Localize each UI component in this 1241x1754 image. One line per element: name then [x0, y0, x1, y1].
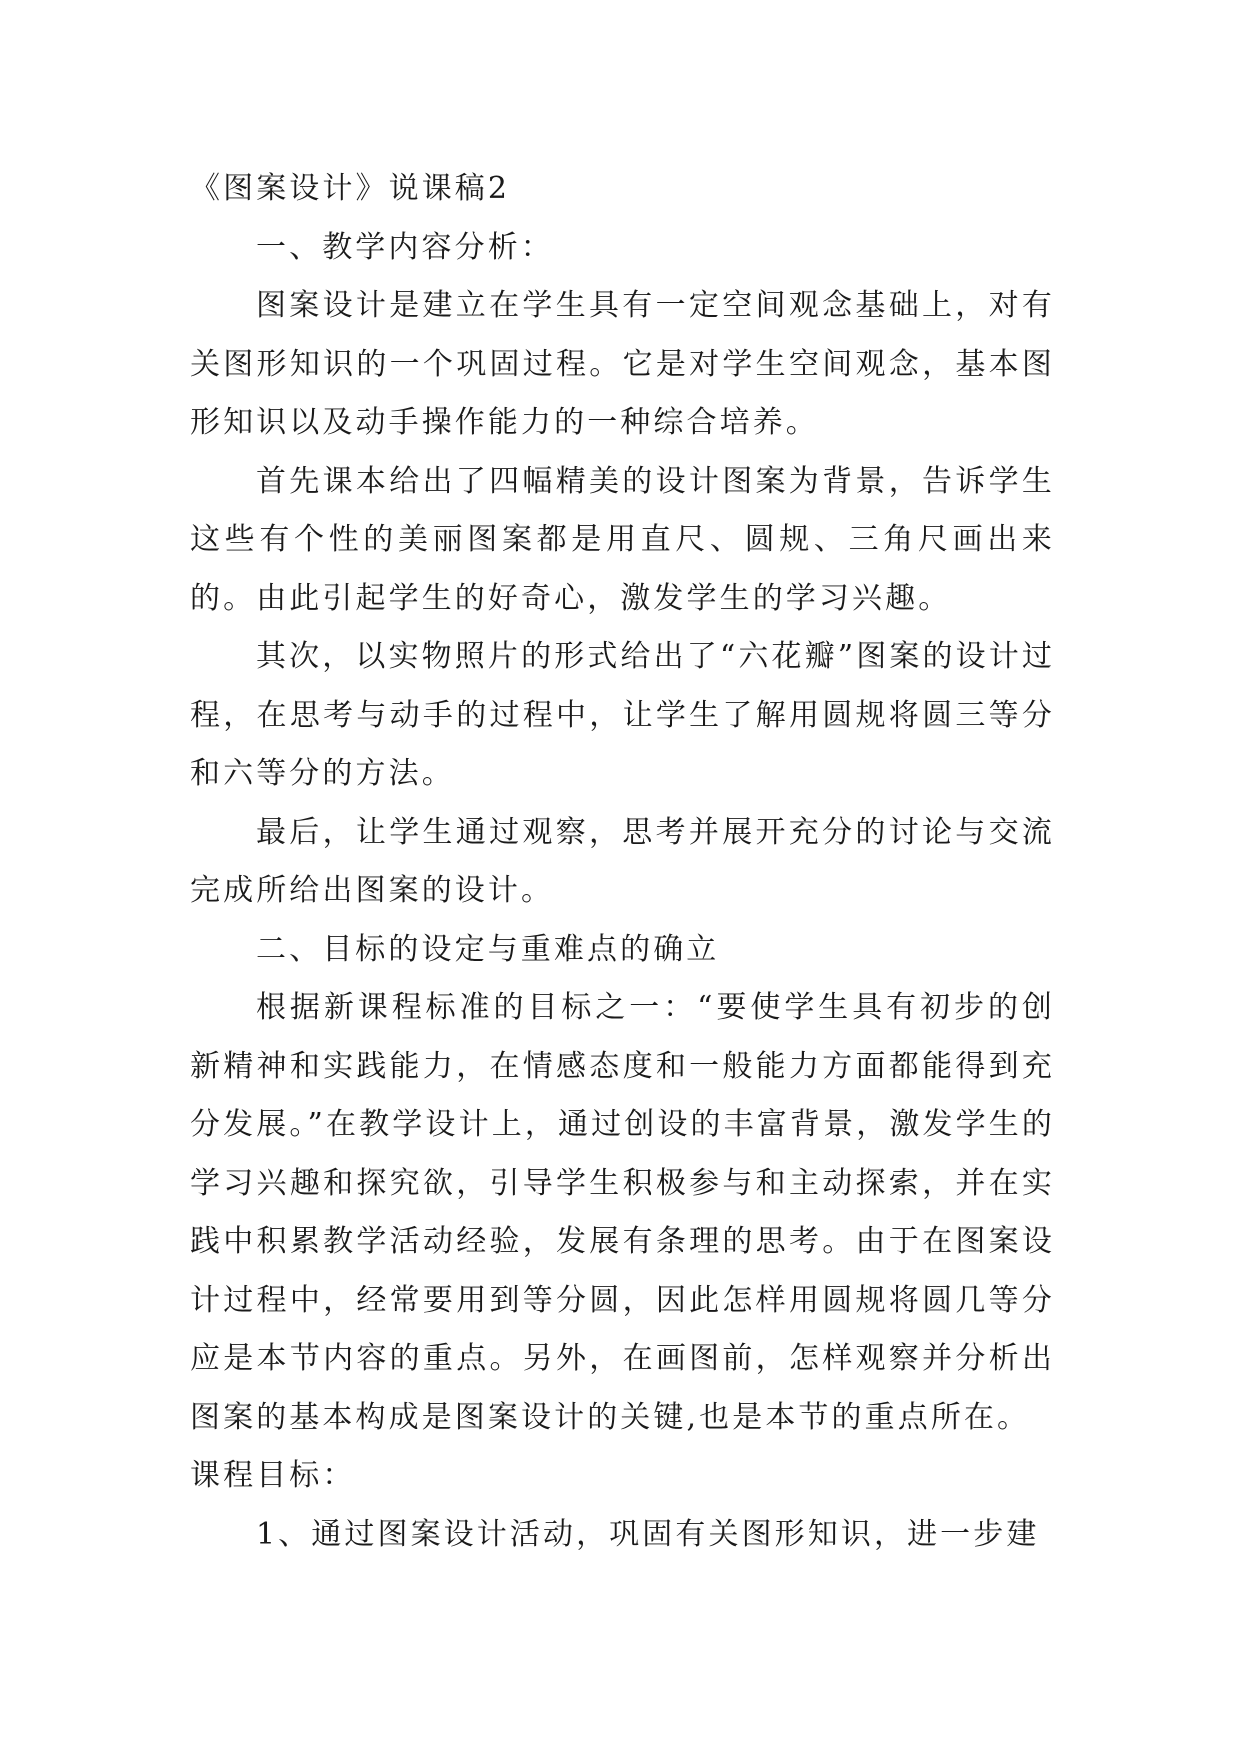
- section-heading-content-analysis: 一、教学内容分析：: [256, 229, 554, 265]
- body-paragraph: 首先课本给出了四幅精美的设计图案为背景，告诉学生这些有个性的美丽图案都是用直尺、圆规、三角尺画出来的。由此引起学生的好奇心，激发学生的学习兴趣。: [190, 463, 1055, 616]
- body-paragraph: 图案设计是建立在学生具有一定空间观念基础上，对有关图形知识的一个巩固过程。它是对学生空间观念，基本图形知识以及动手操作能力的一种综合培养。: [190, 288, 1055, 440]
- document-title: 《图案设计》说课稿2: [190, 171, 511, 206]
- body-paragraph: 最后，让学生通过观察，思考并展开充分的讨论与交流完成所给出图案的设计。: [190, 814, 1055, 908]
- document-body: [190, 160, 1055, 1564]
- body-paragraph: 根据新课程标准的目标之一：“要使学生具有初步的创新精神和实践能力，在情感态度和一般能力方面都能得到充分发展。”在教学设计上，通过创设的丰富背景，激发学生的学习兴趣和探究欲，引导学生积极参与和主动探索，并在实践中积累教学活动经验，发展有条理的思考。由于在图案设计过程中，经常要用到等分圆，因此怎样用圆规将圆几等分应是本节内容的重点。另外，在画图前，怎样观察并分析出图案的基本构成是图案设计的关键,也是本节的重点所在。: [190, 990, 1055, 1435]
- subheading-course-goals: 课程目标：: [190, 1458, 356, 1493]
- body-paragraph: 其次，以实物照片的形式给出了“六花瓣”图案的设计过程，在思考与动手的过程中，让学生了解用圆规将圆三等分和六等分的方法。: [190, 639, 1055, 791]
- list-item: 1、通过图案设计活动，巩固有关图形知识，进一步建: [256, 1516, 1040, 1552]
- section-heading-objectives: 二、目标的设定与重难点的确立: [256, 931, 720, 967]
